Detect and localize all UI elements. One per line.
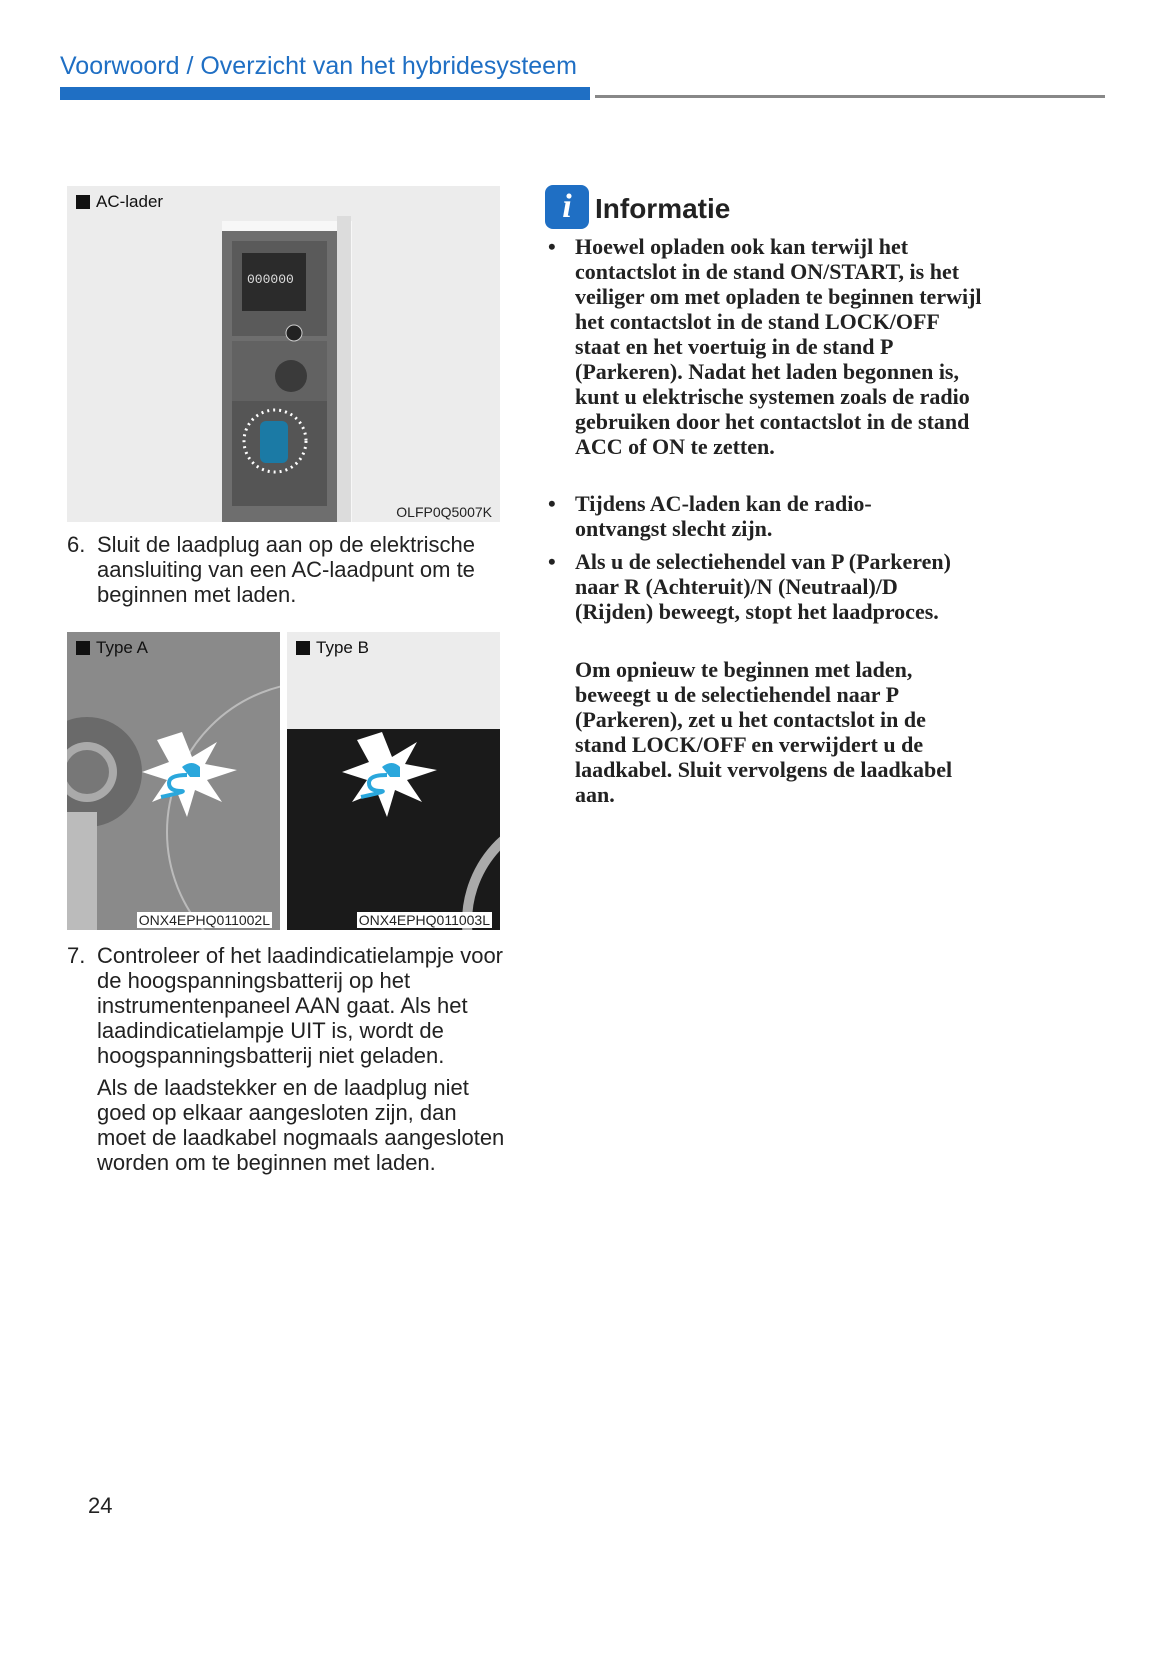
type-b-illustration (287, 632, 500, 930)
header-bar (60, 87, 590, 100)
bullet-text: Als u de selectiehendel van P (Parkeren) naar R (Achteruit)/N (Neutraal)/D (Rijden) beweegt, stopt het laadproces. (575, 549, 951, 624)
ac-charger-figure (67, 186, 500, 522)
caption-text: AC-lader (96, 192, 164, 211)
info-bullet: • Tijdens AC-laden kan de radio-ontvangst slecht zijn. (548, 491, 988, 541)
step-extra-text: Als de laadstekker en de laadplug niet goed op elkaar aangesloten zijn, dan moet de laadkabel nogmaals aangesloten worden om te beginnen met laden. (97, 1075, 505, 1175)
info-bullet: • Hoewel opladen ook kan terwijl het contactslot in de stand ON/START, is het veiliger om met opladen te beginnen terwijl het contactslot in de stand LOCK/OFF staat en het voertuig in de stand P (Parkeren). Nadat het laden begonnen is, kunt u elektrische systemen zoals de radio gebruiken door het contactslot in de stand ACC of ON te zetten. (548, 234, 988, 459)
figure-code: OLFP0Q5007K (396, 504, 492, 520)
caption-text: Type A (96, 638, 148, 657)
step-number: 7. (67, 943, 86, 968)
figure-caption (76, 638, 148, 658)
type-b-figure (287, 632, 500, 930)
figure-code: ONX4EPHQ011003L (358, 912, 490, 928)
extra-text: Om opnieuw te beginnen met laden, beweegt u de selectiehendel naar P (Parkeren), zet u het contactslot in de stand LOCK/OFF en verwijdert u de laadkabel. Sluit vervolgens de laadkabel aan. (575, 657, 953, 807)
section-title: Voorwoord / Overzicht van het hybridesysteem (60, 52, 577, 80)
page-number: 24 (88, 1493, 113, 1518)
info-title: Informatie (595, 193, 731, 224)
figure-caption (76, 192, 163, 212)
ac-charger-illustration (67, 186, 500, 522)
step-number: 6. (67, 532, 86, 557)
figure-caption (296, 638, 369, 658)
bullet-text: Hoewel opladen ook kan terwijl het contactslot in de stand ON/START, is het veiliger om met opladen te beginnen terwijl het contactslot in de stand LOCK/OFF staat en het voertuig in de stand P (Parkeren). Nadat het laden begonnen is, kunt u elektrische systemen zoals de radio gebruiken door het contactslot in de stand ACC of ON te zetten. (575, 234, 982, 459)
step-7 (67, 943, 507, 1175)
step-text: Controleer of het laadindicatielampje voor de hoogspanningsbatterij op het instrumentenpaneel AAN gaat. Als het laadindicatielampje UIT is, wordt de hoogspanningsbatterij niet geladen. (97, 943, 504, 1068)
type-a-figure (67, 632, 280, 930)
meter-display: 000000 (247, 272, 294, 287)
caption-text: Type B (316, 638, 369, 657)
step-6 (67, 532, 507, 607)
type-a-illustration (67, 632, 280, 930)
header-divider (595, 95, 1105, 98)
figure-code: ONX4EPHQ011002L (138, 912, 270, 928)
bullet-text: Tijdens AC-laden kan de radio-ontvangst slecht zijn. (575, 491, 872, 541)
info-extra (548, 657, 988, 807)
info-bullet: • Als u de selectiehendel van P (Parkeren) naar R (Achteruit)/N (Neutraal)/D (Rijden) beweegt, stopt het laadproces. (548, 549, 988, 624)
step-text: Sluit de laadplug aan op de elektrische aansluiting van een AC-laadpunt om te beginnen met laden. (97, 532, 475, 607)
info-icon: i (545, 185, 589, 229)
